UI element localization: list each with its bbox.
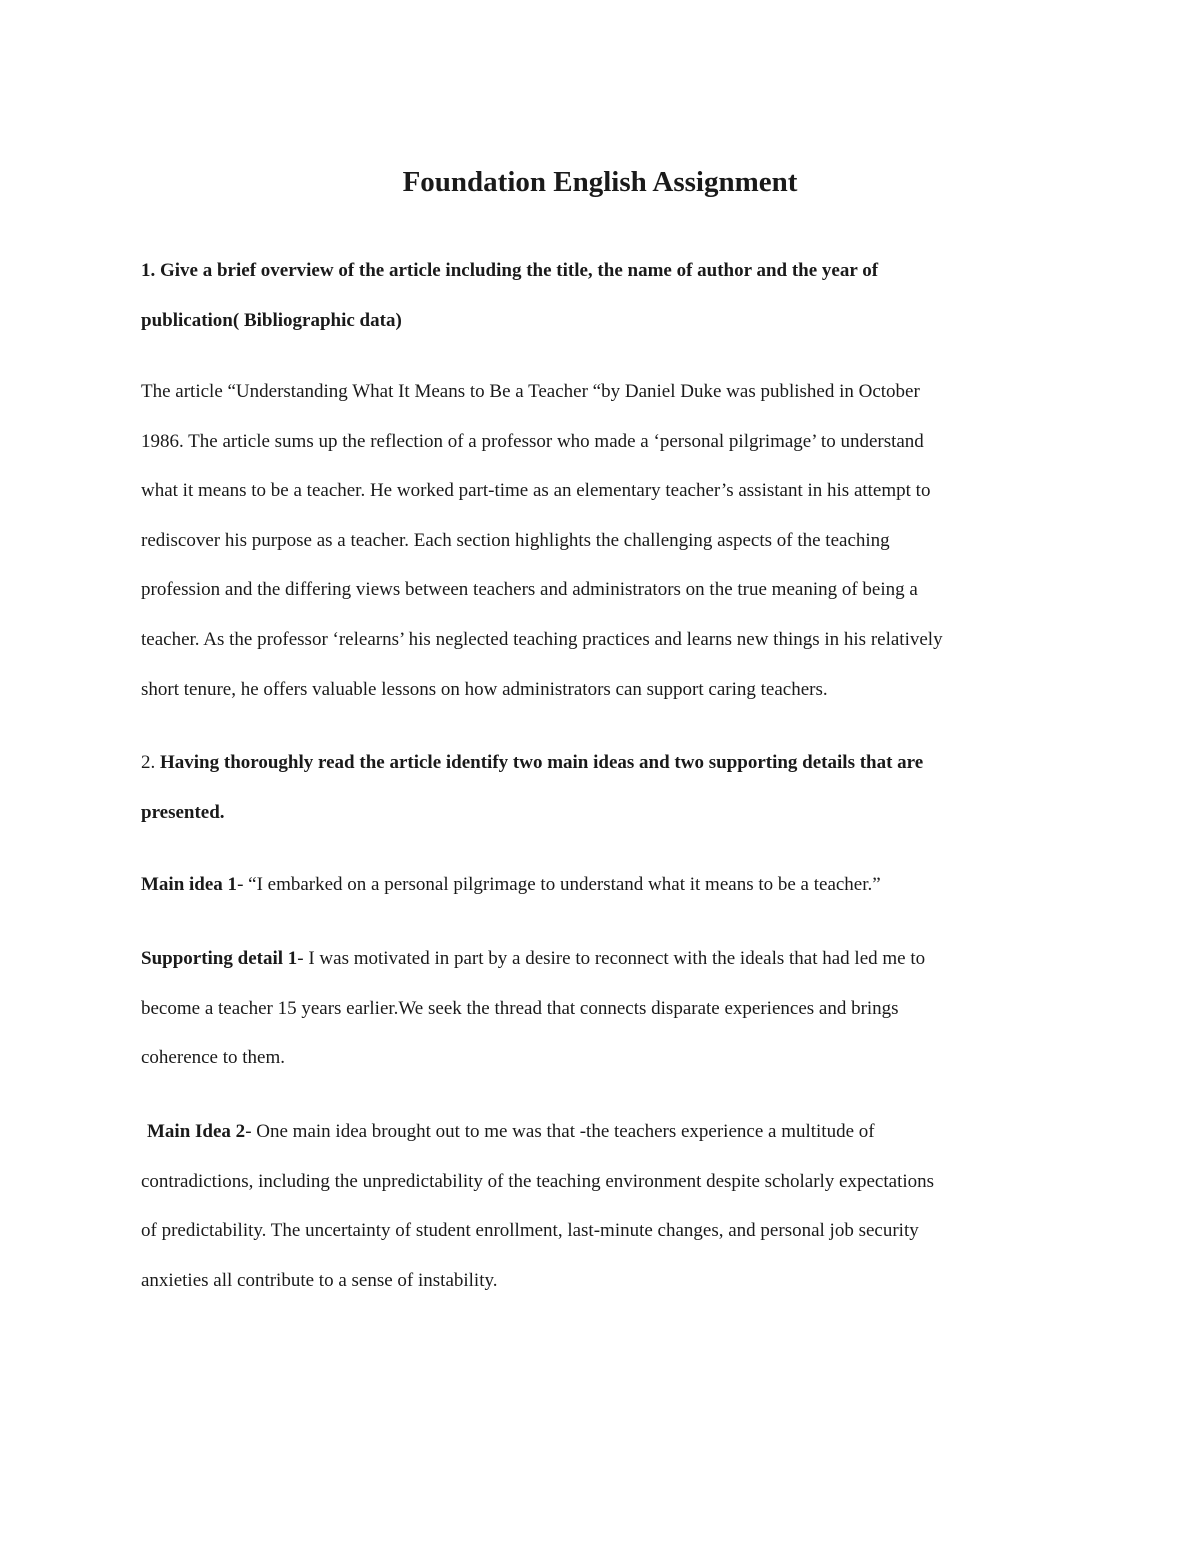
main-idea-1-text: - “I embarked on a personal pilgrimage to understand what it means to be a teacher.” (237, 874, 881, 895)
answer-1-line-2: 1986. The article sums up the reflection of a professor who made a ‘personal pilgrimage’ to understand (141, 430, 924, 452)
main-idea-2-text-1: - One main idea brought out to me was that -the teachers experience a multitude of (245, 1121, 875, 1142)
answer-1-line-4: rediscover his purpose as a teacher. Each section highlights the challenging aspects of the teaching (141, 529, 890, 551)
page-title: Foundation English Assignment (402, 166, 798, 198)
question-1-line-1: 1. Give a brief overview of the article including the title, the name of author and the year of (141, 260, 879, 281)
main-idea-2-label: Main Idea 2 (147, 1121, 246, 1142)
main-idea-2-line-4: anxieties all contribute to a sense of instability. (141, 1269, 498, 1291)
question-1 (141, 246, 1071, 345)
supporting-detail-1-label: Supporting detail 1 (141, 948, 298, 969)
supporting-detail-1-line-2: become a teacher 15 years earlier.We seek the thread that connects disparate experiences and brings (141, 997, 899, 1019)
supporting-detail-1-text-1: - I was motivated in part by a desire to reconnect with the ideals that had led me to (297, 948, 926, 969)
supporting-detail-1-line-3: coherence to them. (141, 1047, 286, 1069)
question-2-line-2: presented. (141, 801, 225, 823)
answer-1-line-3: what it means to be a teacher. He worked part-time as an elementary teacher’s assistant in his attempt to (141, 480, 931, 502)
question-1-line-2: publication( Bibliographic data) (141, 309, 402, 331)
main-idea-2-line-2: contradictions, including the unpredictability of the teaching environment despite scholarly expectations (141, 1170, 935, 1192)
answer-1-line-5: profession and the differing views between teachers and administrators on the true meaning of being a (141, 579, 918, 601)
question-2-number: 2. (141, 752, 160, 773)
answer-1-line-1: The article “Understanding What It Means to Be a Teacher “by Daniel Duke was published in October (141, 381, 920, 402)
main-idea-2 (141, 1107, 1071, 1305)
main-idea-2-line-1 (141, 1107, 1071, 1157)
answer-1-line-7: short tenure, he offers valuable lessons on how administrators can support caring teachers. (141, 678, 828, 700)
supporting-detail-1 (141, 934, 1071, 1083)
supporting-detail-1-line-1 (141, 934, 1071, 984)
main-idea-2-line-3: of predictability. The uncertainty of student enrollment, last-minute changes, and personal job security (141, 1220, 919, 1242)
main-idea-1 (141, 860, 1071, 910)
main-idea-1-label: Main idea 1 (141, 874, 238, 895)
main-idea-1-line (141, 860, 1071, 910)
answer-1-line-6: teacher. As the professor ‘relearns’ his neglected teaching practices and learns new things in his relatively (141, 628, 943, 650)
answer-1 (141, 367, 1071, 714)
question-2-line-1 (141, 738, 1071, 788)
question-2 (141, 738, 1071, 837)
question-2-text-1: Having thoroughly read the article identify two main ideas and two supporting details that are (160, 752, 924, 773)
